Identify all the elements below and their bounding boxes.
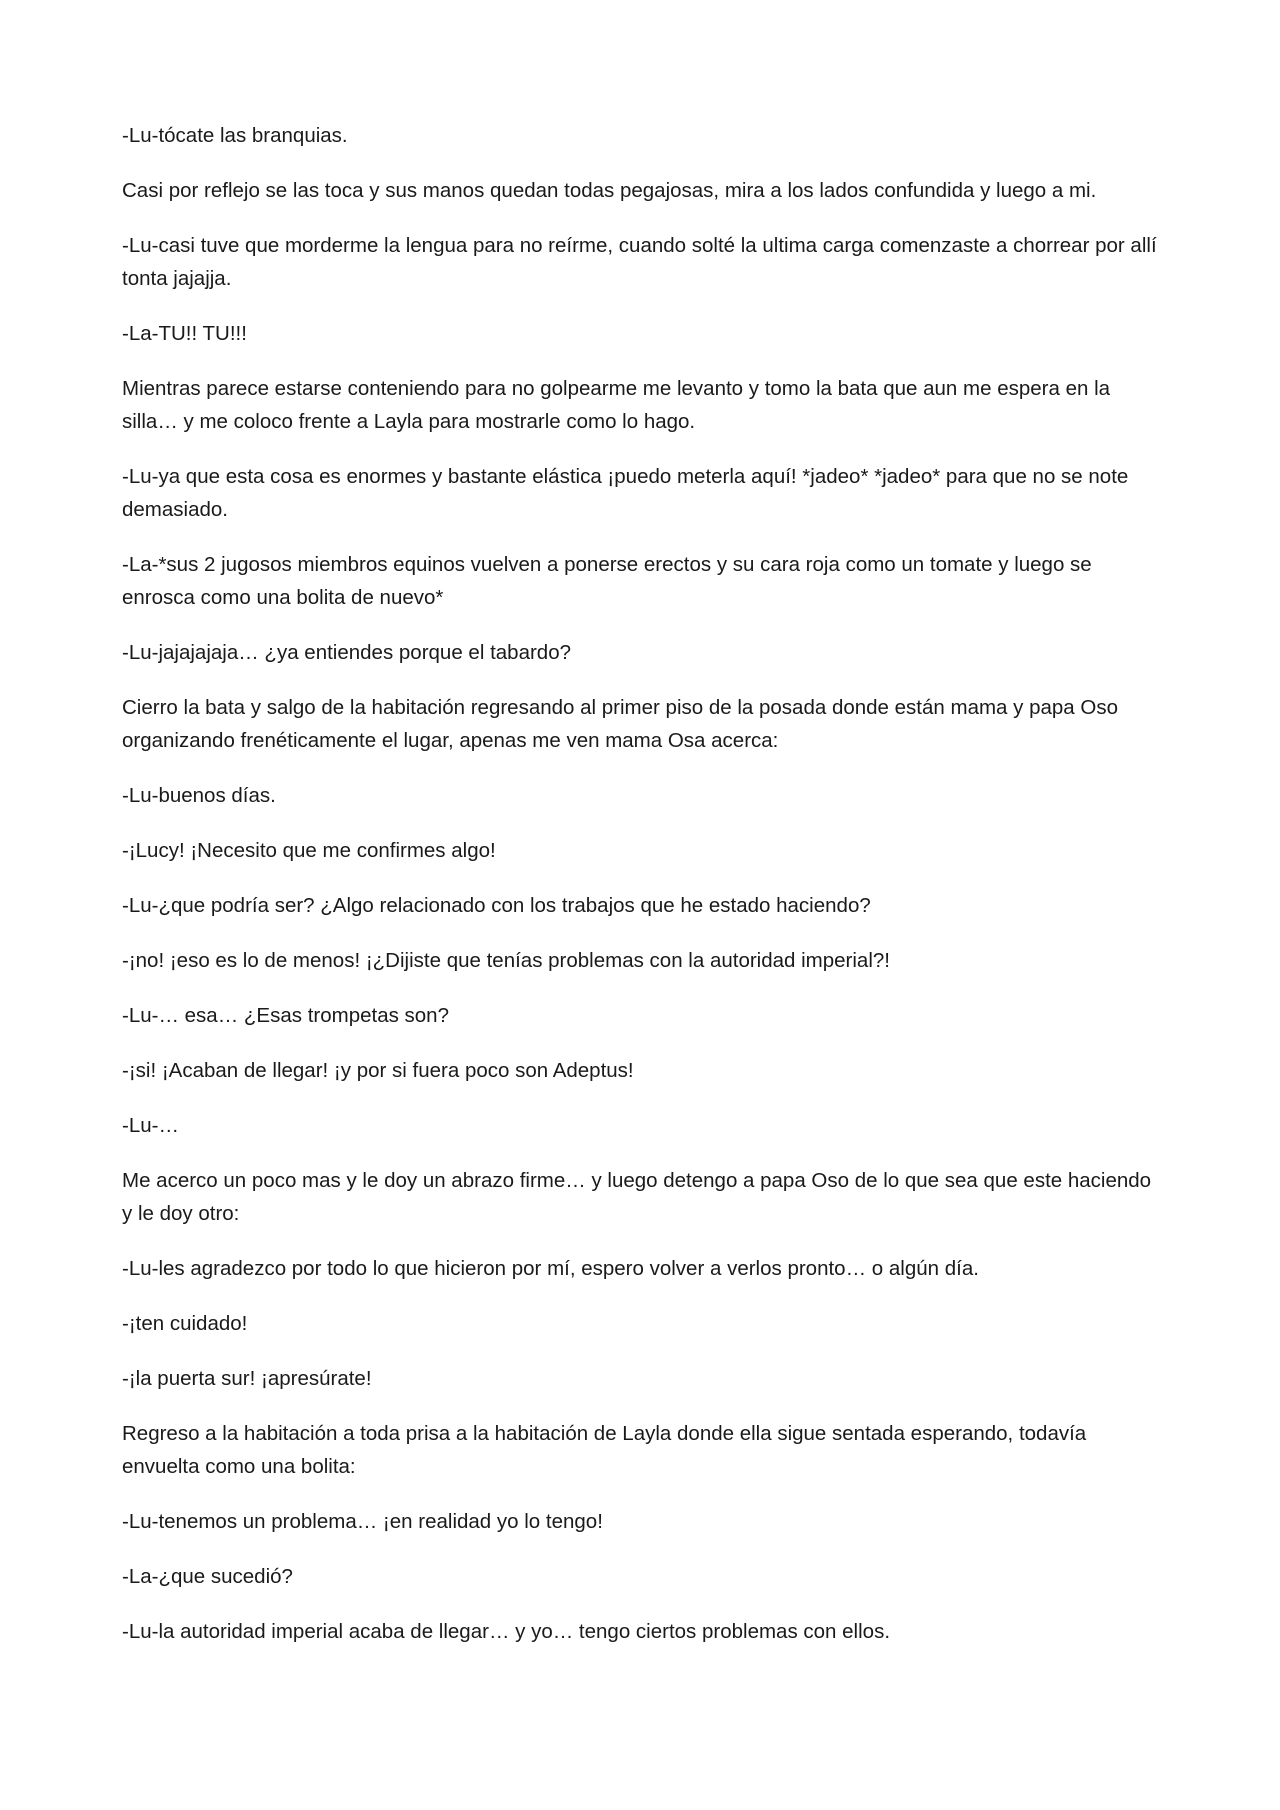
paragraph: -¡Lucy! ¡Necesito que me confirmes algo! xyxy=(122,839,496,862)
paragraph: -¡ten cuidado! xyxy=(122,1312,248,1335)
document-body xyxy=(122,119,1167,1670)
paragraph: -Lu-tenemos un problema… ¡en realidad yo lo tengo! xyxy=(122,1510,603,1533)
paragraph: Regreso a la habitación a toda prisa a la habitación de Layla donde ella sigue sentada esperando, todavía envuelta como una bolita: xyxy=(122,1422,1087,1478)
paragraph: -Lu-casi tuve que morderme la lengua para no reírme, cuando solté la ultima carga comenzaste a chorrear por allí tonta jajajja. xyxy=(122,234,1157,290)
paragraph: -La-¿que sucedió? xyxy=(122,1565,293,1588)
paragraph: -Lu-jajajajaja… ¿ya entiendes porque el tabardo? xyxy=(122,641,572,664)
paragraph: -La-*sus 2 jugosos miembros equinos vuelven a ponerse erectos y su cara roja como un tomate y luego se enrosca como una bolita de nuevo* xyxy=(122,553,1092,609)
paragraph: Cierro la bata y salgo de la habitación regresando al primer piso de la posada donde están mama y papa Oso organizando frenéticamente el lugar, apenas me ven mama Osa acerca: xyxy=(122,696,1118,752)
paragraph: -¡la puerta sur! ¡apresúrate! xyxy=(122,1367,372,1390)
paragraph: -Lu-buenos días. xyxy=(122,784,276,807)
paragraph: -¡si! ¡Acaban de llegar! ¡y por si fuera poco son Adeptus! xyxy=(122,1059,634,1082)
paragraph: Me acerco un poco mas y le doy un abrazo firme… y luego detengo a papa Oso de lo que sea que este haciendo y le doy otro: xyxy=(122,1169,1152,1225)
paragraph: -Lu-tócate las branquias. xyxy=(122,124,348,147)
paragraph: -Lu-… esa… ¿Esas trompetas son? xyxy=(122,1004,449,1027)
paragraph: -Lu-ya que esta cosa es enormes y bastante elástica ¡puedo meterla aquí! *jadeo* *jadeo* para que no se note demasiado. xyxy=(122,465,1129,521)
paragraph: -Lu-… xyxy=(122,1114,179,1137)
paragraph: Mientras parece estarse conteniendo para no golpearme me levanto y tomo la bata que aun me espera en la silla… y me coloco frente a Layla para mostrarle como lo hago. xyxy=(122,377,1111,433)
paragraph: -Lu-la autoridad imperial acaba de llegar… y yo… tengo ciertos problemas con ellos. xyxy=(122,1620,891,1643)
paragraph: -La-TU!! TU!!! xyxy=(122,322,247,345)
paragraph: Casi por reflejo se las toca y sus manos quedan todas pegajosas, mira a los lados confundida y luego a mi. xyxy=(122,179,1097,202)
paragraph: -Lu-¿que podría ser? ¿Algo relacionado con los trabajos que he estado haciendo? xyxy=(122,894,871,917)
paragraph: -Lu-les agradezco por todo lo que hicieron por mí, espero volver a verlos pronto… o algún día. xyxy=(122,1257,979,1280)
paragraph: -¡no! ¡eso es lo de menos! ¡¿Dijiste que tenías problemas con la autoridad imperial?! xyxy=(122,949,890,972)
